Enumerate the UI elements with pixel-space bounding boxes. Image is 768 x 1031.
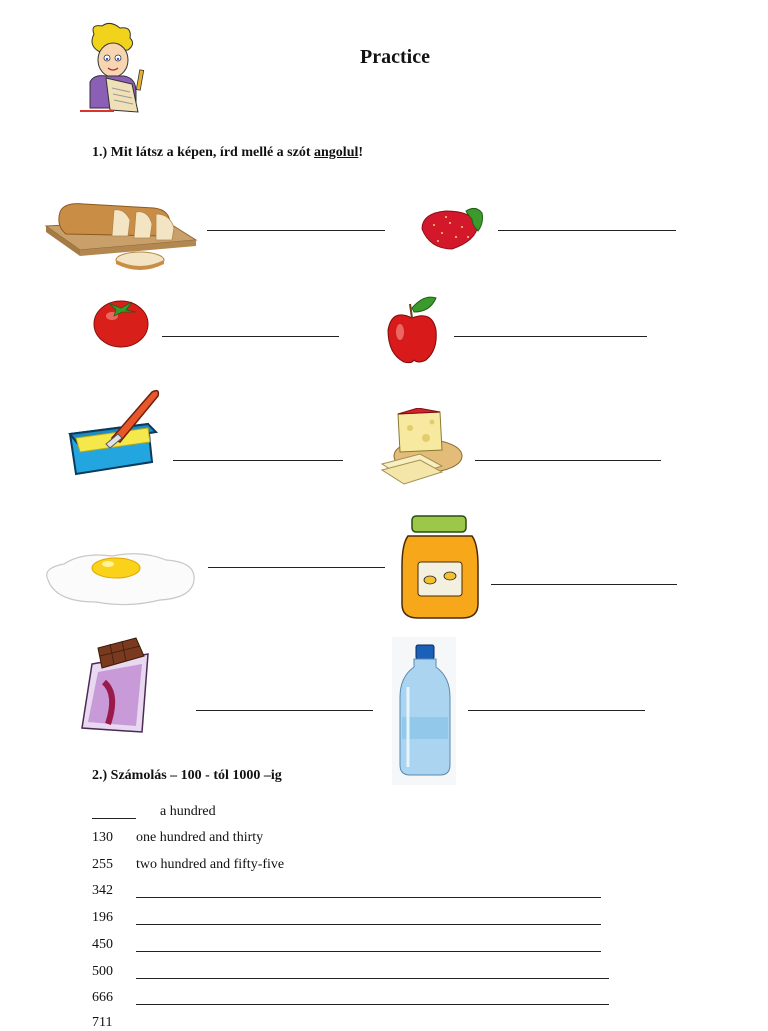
number-words: a hundred	[160, 804, 216, 819]
answer-line[interactable]	[136, 1004, 609, 1005]
answer-line[interactable]	[136, 924, 601, 925]
number-value: 130	[92, 830, 113, 845]
number-value: 666	[92, 990, 113, 1005]
underlined-word: angolul	[314, 145, 359, 160]
answer-line-strawberry[interactable]	[498, 230, 676, 231]
answer-line-apple[interactable]	[454, 336, 647, 337]
cheese-icon	[380, 408, 466, 486]
strawberry-icon	[416, 203, 486, 253]
answer-line[interactable]	[136, 978, 609, 979]
answer-blank-number[interactable]	[92, 818, 136, 819]
number-value: 255	[92, 857, 113, 872]
apple-icon	[384, 294, 440, 366]
number-value: 196	[92, 910, 113, 925]
water-bottle-icon	[392, 637, 456, 785]
exercise-1-instruction: 1.) Mit látsz a képen, írd mellé a szót angolul!	[92, 145, 364, 160]
number-value: 711	[92, 1015, 113, 1030]
answer-line-tomato[interactable]	[162, 336, 339, 337]
number-words: two hundred and fifty-five	[136, 857, 285, 872]
boy-reading-icon	[80, 22, 150, 118]
answer-line-chocolate[interactable]	[196, 710, 373, 711]
number-value: 500	[92, 964, 113, 979]
number-words: one hundred and thirty	[136, 830, 264, 845]
exercise-2-title: 2.) Számolás – 100 - tól 1000 –ig	[92, 768, 282, 783]
answer-line-water[interactable]	[468, 710, 645, 711]
honey-icon	[398, 514, 482, 622]
egg-icon	[42, 550, 198, 608]
answer-line[interactable]	[136, 951, 601, 952]
answer-line-honey[interactable]	[491, 584, 677, 585]
bread-icon	[44, 198, 198, 272]
number-value: 342	[92, 883, 113, 898]
tomato-icon	[92, 296, 150, 348]
number-value: 450	[92, 937, 113, 952]
page-title: Practice	[360, 46, 430, 68]
chocolate-icon	[78, 634, 182, 738]
answer-line-egg[interactable]	[208, 567, 385, 568]
answer-line-bread[interactable]	[207, 230, 385, 231]
answer-line-butter[interactable]	[173, 460, 343, 461]
answer-line[interactable]	[136, 897, 601, 898]
butter-icon	[66, 386, 160, 478]
answer-line-cheese[interactable]	[475, 460, 661, 461]
